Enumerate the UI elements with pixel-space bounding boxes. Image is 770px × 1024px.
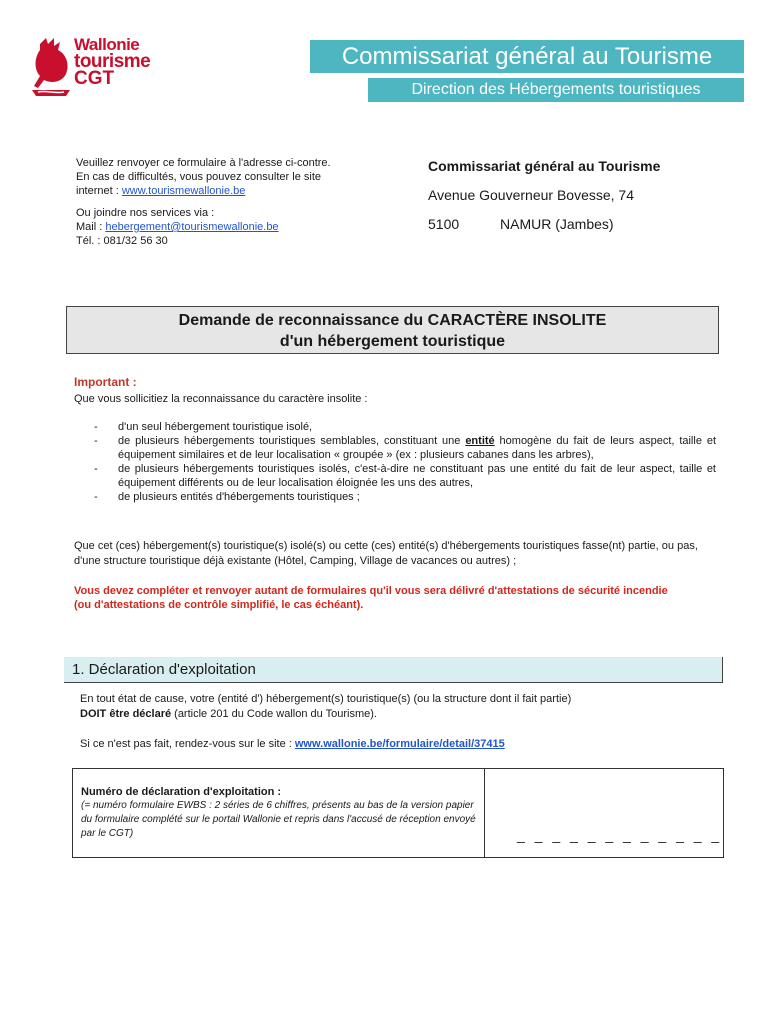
logo-line-wallonie: Wallonie [74,35,140,54]
address-street: Avenue Gouverneur Bovesse, 74 [428,187,634,203]
warning-line1: Vous devez compléter et renvoyer autant de formulaires qu'il vous sera délivré d'attestations de sécurité incendie [74,585,668,597]
wallonie-tourisme-logo [30,36,170,102]
section1-article: (article 201 du Code wallon du Tourisme). [171,708,377,720]
form-title-line1: Demande de reconnaissance du CARACTÈRE INSOLITE [178,312,607,329]
form-title [66,306,719,354]
declaration-number-hint: (= numéro formulaire EWBS : 2 séries de 6 chiffres, présents au bas de la version papier du formulaire complété sur le portail Wallonie et repris dans l'accusé de réception envoyé par le CGT) [81,800,476,839]
list-item: - de plusieurs hébergements touristiques isolés, c'est-à-dire ne constituant pas une entité du fait de leur aspect, taille et équipement différents ou de leur localisation éloignée les uns des autres, [90,462,716,490]
logo-line-tourisme: tourisme [74,51,151,72]
bullet-list [90,420,716,504]
website-link[interactable]: www.tourismewallonie.be [121,185,246,197]
declaration-form-link[interactable]: www.wallonie.be/formulaire/detail/37415 [294,738,505,750]
important-intro: Que vous sollicitiez la reconnaissance du caractère insolite : [74,393,368,405]
declaration-number-field[interactable]: _ _ _ _ _ _ _ _ _ _ _ _ [517,827,723,843]
section1-link-line [80,738,720,750]
section1-line1: En tout état de cause, votre (entité d') hébergement(s) touristique(s) (ou la structure dont il fait partie) [80,693,572,705]
entite-term: entité [465,435,495,447]
contact-line2: En cas de difficultés, vous pouvez consulter le site [76,171,321,183]
contact-line1: Veuillez renvoyer ce formulaire à l'adresse ci-contre. [76,157,331,169]
declaration-number-table [72,768,724,858]
contact-join: Ou joindre nos services via : [76,207,215,219]
declaration-number-input-cell[interactable] [485,769,723,857]
rooster-icon [30,36,74,98]
address-zip: 5100 [428,216,460,232]
header-subtitle: Direction des Hébergements touristiques [368,78,744,102]
section1-paragraph [80,692,720,722]
structure-paragraph: Que cet (ces) hébergement(s) touristique(s) isolé(s) ou cette (ces) entité(s) d'hébergements touristiques fasse(nt) partie, ou pas, d'une structure touristique déjà existante (Hôtel, Camping, Village de vacances ou autres) ; [74,540,698,567]
warning-line2: (ou d'attestations de contrôle simplifié, le cas échéant). [74,599,364,611]
list-item: - de plusieurs hébergements touristiques semblables, constituant une entité homogène du fait de leurs aspect, taille et équipement similaires et de leur localisation « groupée » (ex : plusieurs cabanes dans les arbres), [90,434,716,462]
logo-line-cgt: CGT [74,68,115,89]
declaration-number-label-cell [73,769,485,857]
mail-prefix: Mail : [76,221,106,233]
form-title-line2: d'un hébergement touristique [279,333,506,350]
doit-etre-declare: DOIT être déclaré [80,708,172,720]
address-city: NAMUR (Jambes) [500,216,614,232]
important-label: Important : [74,375,137,389]
address-block [428,158,748,245]
contact-tel: Tél. : 081/32 56 30 [76,235,168,247]
link-prefix: Si ce n'est pas fait, rendez-vous sur le site : [80,738,295,750]
contact-block [76,156,376,256]
address-name: Commissariat général au Tourisme [428,158,661,174]
mail-link[interactable]: hebergement@tourismewallonie.be [105,221,279,233]
section-heading-declaration: 1. Déclaration d'exploitation [64,657,723,683]
list-item: - de plusieurs entités d'hébergements touristiques ; [90,490,716,504]
declaration-number-label: Numéro de déclaration d'exploitation : [81,786,282,798]
contact-line3-prefix: internet : [76,185,122,197]
warning-text [74,584,716,612]
list-item: - d'un seul hébergement touristique isolé, [90,420,716,434]
header-title: Commissariat général au Tourisme [310,40,744,73]
